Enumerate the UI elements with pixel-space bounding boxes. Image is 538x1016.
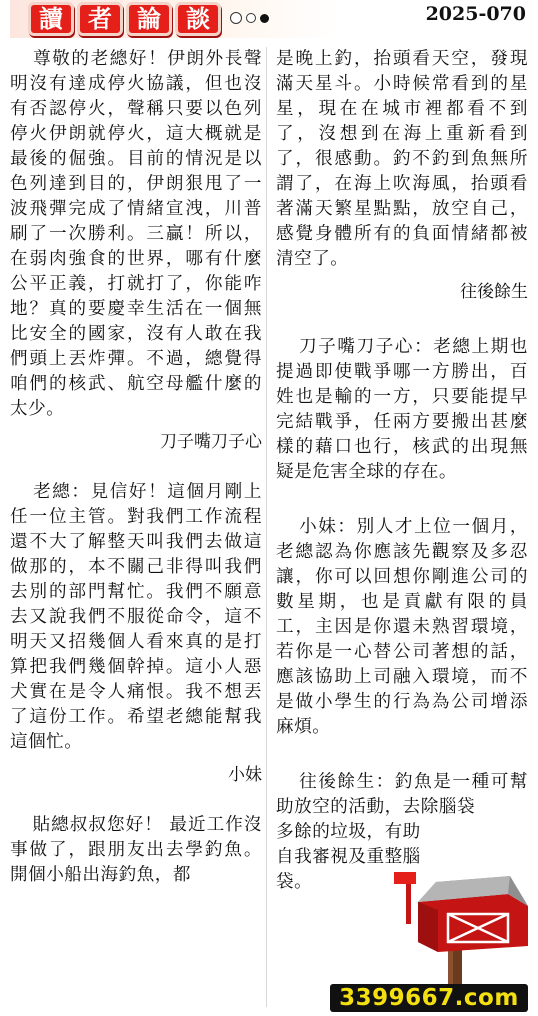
letter-text: 老總：見信好！這個月剛上任一位主管。對我們工作流程還不大了解整天叫我們去做這做那的，本不關己非得叫我們去別的部門幫忙。我們不願意去又說我們不服從命令，這不明天又招幾個人看來真的是打算把我們幾個幹掉。這小人惡犬實在是令人痛恨。我不想丟了這份工作。希望老總能幫我這個忙。 bbox=[10, 482, 262, 752]
letter-paragraph bbox=[10, 480, 262, 755]
mailbox-icon bbox=[388, 866, 534, 994]
page-header bbox=[0, 0, 538, 38]
reply-paragraph bbox=[276, 335, 528, 485]
column-divider bbox=[266, 47, 267, 1007]
issue-number: 2025-070 bbox=[425, 3, 526, 25]
letter-signature: 小妹 bbox=[228, 765, 262, 785]
title-char: 讀 bbox=[28, 2, 74, 36]
title-char: 談 bbox=[175, 2, 221, 36]
letter-signature: 刀子嘴刀子心 bbox=[160, 432, 262, 452]
letter-text: 是晚上釣，抬頭看天空，發現滿天星斗。小時候常看到的星星，現在在城市裡都看不到了，沒想到在海上重新看到了，很感動。釣不釣到魚無所謂了，在海上吹海風，抬頭看著滿天繁星點點，放空自己，感覺身體所有的負面情緒都被清空了。 bbox=[276, 49, 528, 269]
letter-paragraph bbox=[10, 47, 262, 422]
title-char: 論 bbox=[126, 2, 172, 36]
reply-paragraph bbox=[276, 770, 528, 820]
left-column bbox=[10, 47, 262, 888]
reply-paragraph bbox=[276, 515, 528, 740]
reply-text: 多餘的垃圾，有助自我審視及重整腦袋。 bbox=[276, 822, 421, 892]
title-char: 者 bbox=[77, 2, 123, 36]
decorative-dots bbox=[230, 12, 269, 24]
reply-text: 小妹：別人才上位一個月，老總認為你應該先觀察及多忍讓，你可以回想你剛進公司的數星期，也是貢獻有限的員工，主因是你還未熟習環境，若你是一心替公司著想的話，應該協助上司融入環境，而不是做小學生的行為為公司增添麻煩。 bbox=[276, 517, 528, 737]
letter-paragraph bbox=[276, 47, 528, 272]
filled-circle-icon bbox=[260, 14, 269, 23]
letter-signature: 往後餘生 bbox=[460, 282, 528, 302]
reply-text: 刀子嘴刀子心：老總上期也提過即使戰爭哪一方勝出，百姓也是輸的一方，只要能提早完結戰爭，任兩方要搬出甚麼樣的藉口也行，核武的出現無疑是危害全球的存在。 bbox=[276, 337, 528, 482]
right-column bbox=[276, 47, 528, 895]
letter-paragraph bbox=[10, 813, 262, 888]
site-watermark: 3399667.com bbox=[330, 984, 528, 1012]
letter-text: 貼總叔叔您好！ 最近工作沒事做了，跟朋友出去學釣魚。開個小船出海釣魚，都 bbox=[10, 815, 262, 885]
letter-text: 尊敬的老總好！伊朗外長聲明沒有達成停火協議，但也沒有否認停火，聲稱只要以色列停火伊朗就停火，這大概就是最後的倔強。目前的情況是以色列達到目的，伊朗狠甩了一波飛彈完成了情緒宣洩，川普刷了一次勝利。三贏！所以，在弱肉強食的世界，哪有什麼公平正義，打就打了，你能咋地？真的要慶幸生活在一個無比安全的國家，沒有人敢在我們頭上丟炸彈。不過，總覺得咱們的核武、航空母艦什麼的太少。 bbox=[10, 49, 262, 419]
circle-icon bbox=[246, 13, 256, 23]
column-title bbox=[28, 2, 221, 36]
reply-text: 往後餘生：釣魚是一種可幫助放空的活動，去除腦袋 bbox=[276, 772, 528, 817]
circle-icon bbox=[230, 12, 242, 24]
